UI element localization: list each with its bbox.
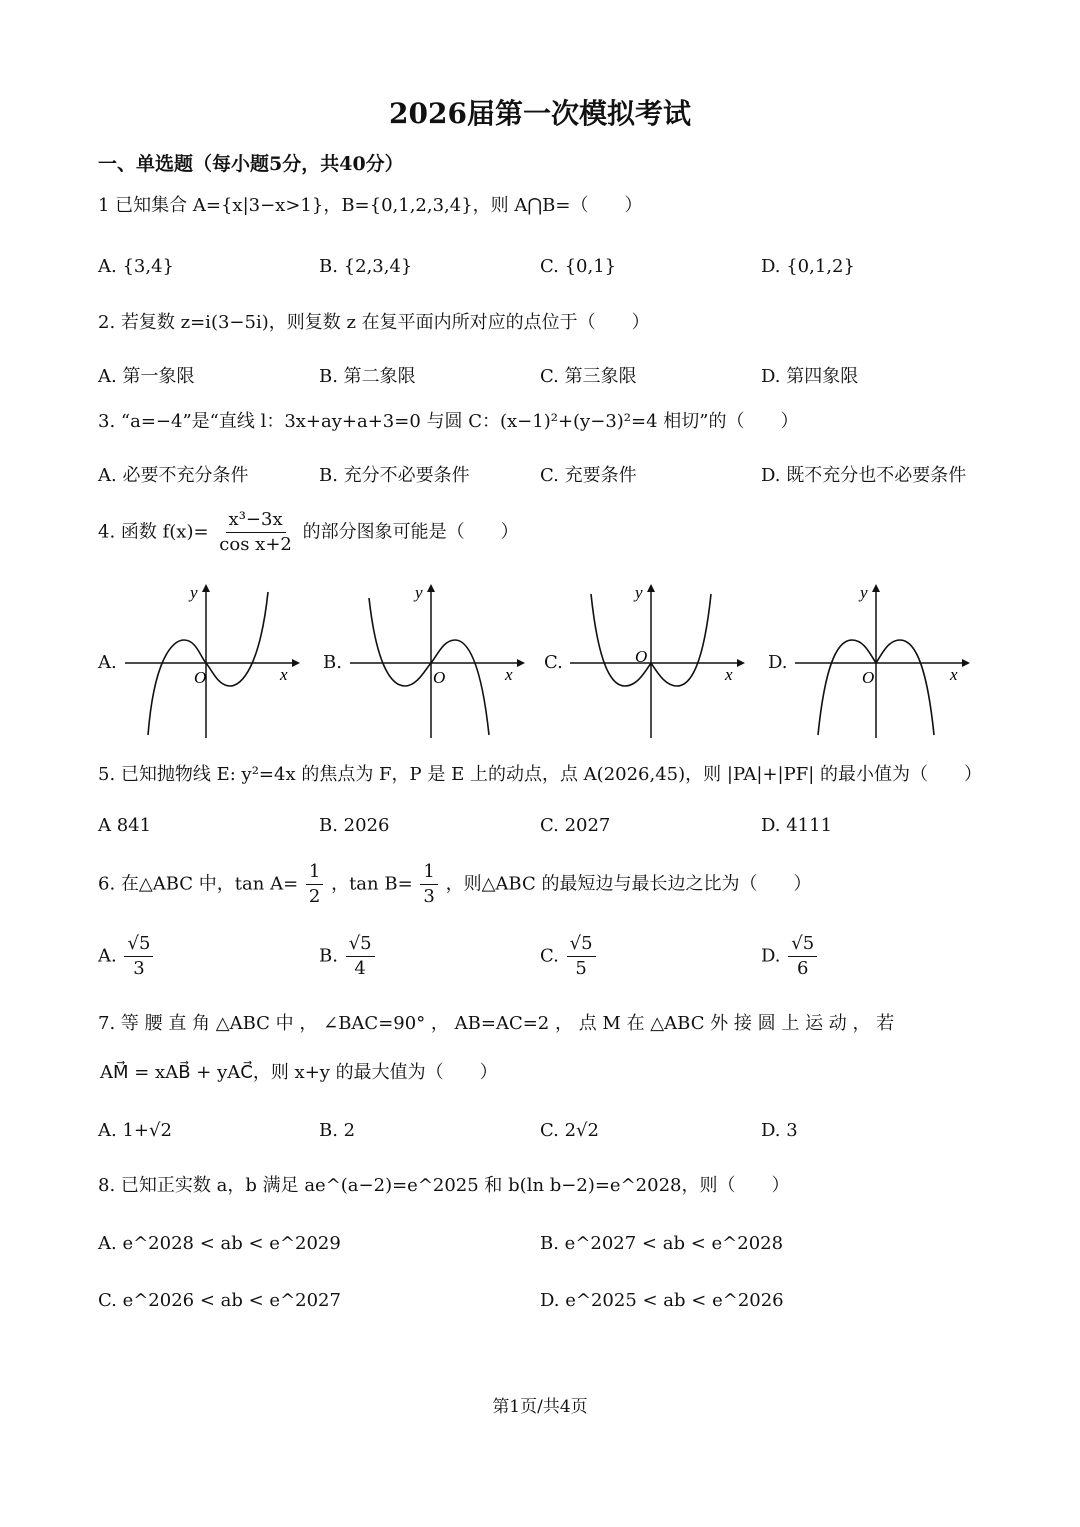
question-7-line-1: 7. 等 腰 直 角 △ABC 中 ， ∠BAC=90° ， AB=AC=2 ， 点 M 在 △ABC 外 接 圆 上 运 动 ， 若 (98, 1013, 895, 1034)
exam-title: 2026届第一次模拟考试 (389, 97, 691, 130)
q6-tanB-denominator: 3 (423, 886, 435, 907)
q7-option-d: D. 3 (761, 1120, 798, 1141)
question-1-stem: 1 已知集合 A={x|3−x>1}，B={0,1,2,3,4}，则 A⋂B=（ ） (98, 195, 643, 216)
q8-option-c: C. e^2026 < ab < e^2027 (98, 1290, 341, 1311)
graph-label-d: D. (768, 652, 788, 673)
q6-option-c-den: 5 (575, 958, 587, 979)
q6-tanA-numerator: 1 (306, 860, 323, 885)
graph-a (120, 580, 300, 740)
q3-option-c: C. 充要条件 (540, 465, 637, 486)
graph-label-c: C. (544, 652, 563, 673)
question-5-stem: 5. 已知抛物线 E: y²=4x 的焦点为 F，P 是 E 上的动点，点 A(2026,45)，则 |PA|+|PF| 的最小值为（ ） (98, 764, 983, 785)
graph-a-y-label: y (190, 583, 198, 602)
graph-b-curve (369, 598, 489, 735)
q1-option-d: D. {0,1,2} (761, 256, 855, 277)
q6-tanA-denominator: 2 (308, 886, 321, 907)
q4-fraction (216, 508, 295, 557)
section-heading: 一、单选题（每小题5分，共40分） (98, 153, 404, 175)
q2-option-a: A. 第一象限 (98, 366, 195, 387)
q6-prefix: 6. 在△ABC 中，tan A= (98, 873, 299, 895)
graph-c-x-label: x (725, 665, 733, 684)
q6-option-a (98, 932, 155, 981)
q2-option-b: B. 第二象限 (319, 366, 416, 387)
graph-b-x-label: x (505, 665, 513, 684)
question-7-line-2: AM⃗ = xAB⃗ + yAC⃗，则 x+y 的最大值为（ ） (100, 1062, 498, 1083)
graph-c-origin: O (635, 647, 648, 666)
question-8-stem: 8. 已知正实数 a，b 满足 ae^(a−2)=e^2025 和 b(ln b−2)=e^2028，则（ ） (98, 1175, 790, 1196)
q7-option-a: A. 1+√2 (98, 1120, 172, 1141)
graph-label-b: B. (323, 652, 342, 673)
q6-suffix: ，则△ABC 的最短边与最长边之比为（ ） (445, 873, 812, 895)
page-footer: 第1页/共4页 (492, 1397, 588, 1417)
q6-tanA-fraction (306, 860, 323, 909)
q7-option-c: C. 2√2 (540, 1120, 599, 1141)
q6-option-d (761, 932, 819, 981)
graph-a-x-arrow (292, 659, 300, 667)
q3-option-d: D. 既不充分也不必要条件 (761, 465, 967, 486)
graph-d-y-arrow (872, 584, 880, 592)
graph-a-x-label: x (280, 665, 288, 684)
graph-label-a: A. (98, 652, 117, 673)
graph-d-y-label: y (860, 583, 868, 602)
q3-option-a: A. 必要不充分条件 (98, 465, 249, 486)
q1-option-a: A. {3,4} (98, 256, 174, 277)
q6-option-c-num: √5 (567, 932, 596, 957)
q2-option-c: C. 第三象限 (540, 366, 637, 387)
q7-option-b: B. 2 (319, 1120, 356, 1141)
question-3-stem: 3. “a=−4”是“直线 l：3x+ay+a+3=0 与圆 C：(x−1)²+(y−3)²=4 相切”的（ ） (98, 411, 799, 432)
q5-option-a: A 841 (98, 815, 152, 836)
q4-numerator: x³−3x (226, 508, 286, 533)
q5-option-c: C. 2027 (540, 815, 611, 836)
q1-option-b: B. {2,3,4} (319, 256, 413, 277)
q2-option-d: D. 第四象限 (761, 366, 859, 387)
q6-option-c (540, 932, 598, 981)
graph-b-y-arrow (427, 584, 435, 592)
question-2-stem: 2. 若复数 z=i(3−5i)，则复数 z 在复平面内所对应的点位于（ ） (98, 312, 650, 333)
q3-option-b: B. 充分不必要条件 (319, 465, 470, 486)
q5-option-b: B. 2026 (319, 815, 390, 836)
q4-suffix: 的部分图象可能是（ ） (302, 521, 519, 543)
graph-c-y-arrow (647, 584, 655, 592)
question-6-stem (98, 860, 812, 909)
q6-option-a-den: 3 (133, 958, 145, 979)
q6-tanB-numerator: 1 (420, 860, 437, 885)
graph-b-origin: O (433, 668, 446, 687)
q6-option-a-num: √5 (124, 932, 153, 957)
q6-option-d-label: D. (761, 945, 781, 967)
q1-option-c: C. {0,1} (540, 256, 617, 277)
graph-a-y-arrow (202, 584, 210, 592)
graph-a-origin: O (194, 668, 207, 687)
q8-option-d: D. e^2025 < ab < e^2026 (540, 1290, 784, 1311)
graph-b (345, 580, 525, 740)
q6-option-d-num: √5 (788, 932, 817, 957)
q4-denominator: cos x+2 (219, 534, 292, 555)
q6-option-b-den: 4 (354, 958, 366, 979)
graph-c-x-arrow (737, 659, 745, 667)
q4-prefix: 4. 函数 f(x)= (98, 521, 209, 543)
graph-d (790, 580, 970, 740)
graph-b-y-label: y (415, 583, 423, 602)
graph-c-y-label: y (635, 583, 643, 602)
graph-d-x-arrow (962, 659, 970, 667)
q8-option-a: A. e^2028 < ab < e^2029 (98, 1233, 341, 1254)
q6-option-a-label: A. (98, 945, 117, 967)
graph-c (565, 580, 745, 740)
q6-option-b (319, 932, 377, 981)
q8-option-b: B. e^2027 < ab < e^2028 (540, 1233, 784, 1254)
q6-option-b-num: √5 (346, 932, 375, 957)
q5-option-d: D. 4111 (761, 815, 833, 836)
graph-b-x-arrow (517, 659, 525, 667)
q6-option-c-label: C. (540, 945, 559, 967)
graph-d-origin: O (862, 668, 875, 687)
graph-d-x-label: x (950, 665, 958, 684)
q6-middle: ，tan B= (331, 873, 413, 895)
q6-option-d-den: 6 (796, 958, 809, 979)
question-4-stem (98, 508, 519, 557)
q6-option-b-label: B. (319, 945, 338, 967)
q6-tanB-fraction (420, 860, 437, 909)
